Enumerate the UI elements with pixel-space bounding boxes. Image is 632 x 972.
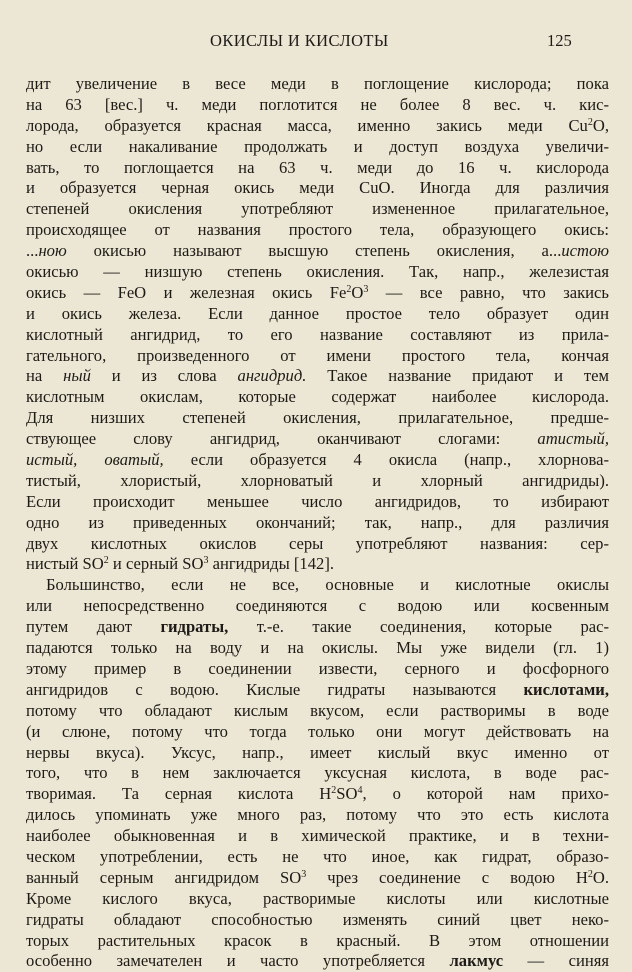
text-line (26, 471, 609, 492)
text-line (26, 137, 609, 158)
text-run: O. (592, 867, 609, 887)
italic-text: истою (561, 241, 609, 261)
italic-text: атистый, (537, 429, 609, 449)
text-run: происходящее от названия простого тела, образующего окись: (26, 220, 609, 240)
text-line (26, 868, 609, 889)
text-line (26, 95, 609, 116)
text-line (26, 513, 609, 534)
superscript: 2 (103, 555, 109, 567)
italic-text: ный (63, 366, 91, 386)
text-run: вать, то поглощается на 63 ч. меди до 16 ч. кислорода (26, 157, 609, 177)
text-line (26, 178, 609, 199)
superscript: 4 (357, 785, 363, 797)
italic-text: истый, оватый, (26, 450, 164, 470)
text-line (26, 638, 609, 659)
text-line (26, 262, 609, 283)
text-line (26, 763, 609, 784)
text-run: того, что в нем заключается уксусная кислота, в воде рас- (26, 763, 609, 783)
text-run: (и слюне, потому что тогда только они могут действовать на (26, 721, 609, 741)
text-run: — синяя (503, 951, 609, 971)
text-line (26, 366, 609, 387)
text-run: творимая. Та серная кислота H (26, 784, 332, 804)
text-run: и серный SO (108, 554, 204, 574)
text-line (26, 659, 609, 680)
text-line (26, 722, 609, 743)
text-line (26, 325, 609, 346)
text-run: ческом употреблении, есть не что иное, как гидрат, образо- (26, 846, 609, 866)
superscript: 2 (587, 116, 593, 128)
text-line (26, 680, 609, 701)
text-run: путем дают (26, 617, 161, 637)
text-run: и образуется черная окись меди CuO. Иногда для различия (26, 178, 609, 198)
text-line (26, 701, 609, 722)
text-run: ангидриды [142]. (208, 554, 334, 574)
text-run: нистый SO (26, 554, 104, 574)
text-line (26, 889, 609, 910)
text-line (26, 116, 609, 137)
text-run: на (26, 366, 64, 386)
italic-text: ною (38, 241, 67, 261)
text-line (26, 826, 609, 847)
superscript: 3 (363, 283, 369, 295)
text-run: окись — FeO и железная окись Fe (26, 282, 347, 302)
bold-term: гидраты, (160, 617, 229, 637)
text-run: кислотный ангидрид, то его название составляют из прила- (26, 324, 609, 344)
text-run: т.-е. такие соединения, которые рас- (228, 617, 609, 637)
text-line (26, 743, 609, 764)
text-line (26, 158, 609, 179)
text-run: окисью называют высшую степень окисления, а... (66, 241, 562, 261)
text-run: Большинство, если не все, основные и кислотные окислы (46, 575, 609, 595)
text-run: степеней окисления употребляют измененное прилагательное, (26, 199, 609, 219)
text-line (26, 74, 609, 95)
bold-term: кислотами, (523, 679, 609, 699)
text-run: ванный серным ангидридом SO (26, 867, 302, 887)
text-line (26, 951, 609, 972)
text-run: Для низших степеней окисления, прилагательное, предше- (26, 408, 609, 428)
text-line (26, 910, 609, 931)
text-line (26, 534, 609, 555)
text-run: нервы вкуса). Уксус, напр., имеет кислый вкус именно от (26, 742, 609, 762)
text-run: дилось упоминать уже много раз, потому что это есть кислота (26, 805, 609, 825)
text-line (26, 241, 609, 262)
superscript: 3 (301, 868, 307, 880)
text-run: ... (26, 241, 39, 261)
text-run: окисью — низшую степень окисления. Так, напр., железистая (26, 262, 609, 282)
text-run: дит увеличение в весе меди в поглощение кислорода; пока (26, 74, 609, 93)
text-line (26, 346, 609, 367)
text-line (26, 450, 609, 471)
text-run: Кроме кислого вкуса, растворимые кислоты или кислотные (26, 888, 609, 908)
text-line (26, 429, 609, 450)
text-run: одно из приведенных окончаний; так, напр., для различия (26, 512, 609, 532)
text-line (26, 492, 609, 513)
text-run: лорода, образуется красная масса, именно закись меди Cu (26, 115, 588, 135)
superscript: 2 (346, 283, 352, 295)
text-line (26, 304, 609, 325)
text-run: на 63 [вес.] ч. меди поглотится не более 8 вес. ч. кис- (26, 94, 609, 114)
text-run: и из слова (90, 366, 238, 386)
text-run: ствующее слову ангидрид, оканчивают слогами: (26, 429, 538, 449)
text-run: если образуется 4 окисла (напр., хлорнова- (163, 450, 609, 470)
text-line (26, 847, 609, 868)
text-run: гательного, произведенного от имени простого тела, кончая (26, 345, 609, 365)
text-line (26, 575, 609, 596)
text-run: кислотным окислам, которые содержат наиболее кислорода. (26, 387, 609, 407)
text-run: SO (336, 784, 358, 804)
text-run: , о которой нам прихо- (362, 784, 609, 804)
body-text (26, 74, 609, 972)
text-run: O, (592, 115, 609, 135)
text-run: — все равно, что закись (368, 282, 609, 302)
running-title: ОКИСЛЫ И КИСЛОТЫ (210, 31, 389, 50)
text-line (26, 617, 609, 638)
text-run: двух кислотных окислов серы употребляют названия: сер- (26, 533, 609, 553)
text-line (26, 596, 609, 617)
text-run: падаются только на воду и на окислы. Мы уже видели (гл. 1) (26, 638, 609, 658)
text-run: но если накаливание продолжать и доступ воздуха увеличи- (26, 136, 609, 156)
text-line (26, 805, 609, 826)
text-line (26, 387, 609, 408)
text-line (26, 784, 609, 805)
text-line (26, 554, 609, 575)
text-run: торых растительных красок в красный. В этом отношении (26, 930, 609, 950)
text-line (26, 199, 609, 220)
text-run: ангидридов с водою. Кислые гидраты называются (26, 679, 524, 699)
text-run: тистый, хлористый, хлорноватый и хлорный ангидриды). (26, 470, 609, 490)
text-run: наиболее обыкновенная и в химической практике, и в техни- (26, 826, 609, 846)
page-number: 125 (547, 31, 572, 50)
text-run: потому что обладают кислым вкусом, если растворимы в воде (26, 700, 609, 720)
text-run: особенно замечателен и часто употребляется (26, 951, 450, 971)
bold-term: лакмус (449, 951, 504, 971)
running-head (0, 31, 632, 55)
text-line (26, 408, 609, 429)
italic-text: ангидрид. (237, 366, 307, 386)
text-line (26, 283, 609, 304)
text-run: O (351, 282, 364, 302)
text-line (26, 220, 609, 241)
text-run: чрез соединение с водою H (306, 867, 588, 887)
text-run: и окись железа. Если данное простое тело образует один (26, 303, 609, 323)
text-run: Если происходит меньшее число ангидридов, то избирают (26, 491, 609, 511)
text-run: или непосредственно соединяются с водою или косвенным (26, 596, 609, 616)
superscript: 2 (331, 785, 337, 797)
text-run: этому пример в соединении извести, серного и фосфорного (26, 658, 609, 678)
text-run: Такое название придают и тем (306, 366, 609, 386)
superscript: 2 (587, 868, 593, 880)
superscript: 3 (203, 555, 209, 567)
text-run: гидраты обладают способностью изменять синий цвет неко- (26, 909, 609, 929)
text-line (26, 931, 609, 952)
